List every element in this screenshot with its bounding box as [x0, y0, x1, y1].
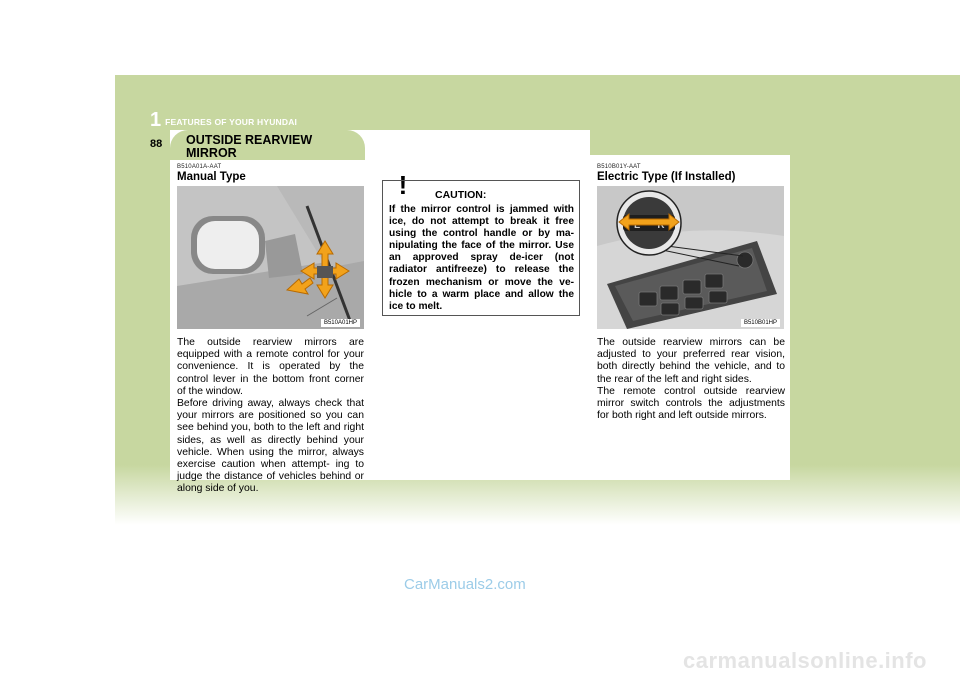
electric-switch-illustration: [597, 186, 784, 329]
manual-type-heading: Manual Type: [177, 171, 246, 183]
caution-title: CAUTION:: [435, 189, 487, 201]
warning-glyph: !: [398, 170, 408, 198]
chapter-title: FEATURES OF YOUR HYUNDAI: [165, 117, 298, 127]
manual-type-section: [177, 164, 364, 496]
electric-figure-caption: B510B01HP: [741, 319, 780, 327]
footer-site-link[interactable]: carmanualsonline.info: [683, 648, 927, 673]
chapter-number: 1: [150, 109, 162, 131]
manual-figure-caption: B510A01HP: [321, 319, 360, 327]
caution-text: If the mirror control is jammed with ice, do not attempt to break it free using the control handle or by ma- nipulating the face of the mirror. Use an approved spray de-icer (not radiator antifreeze) to release the frozen mechanism or move the ve- hicle to a warm place and allow the ice to melt.: [389, 204, 574, 312]
manual-type-code: B510A01A-AAT: [177, 164, 222, 170]
section-title: OUTSIDE REARVIEW MIRROR: [186, 133, 313, 160]
chapter-header: [150, 110, 297, 130]
electric-paragraph: The outside rearview mirrors can be adjusted to your preferred rear vision, both directly behind the vehicle, and to the rear of the left and right sides.: [597, 337, 785, 385]
electric-paragraph: The remote control outside rearview mirror switch controls the adjustments for both right and left outside mirrors.: [597, 385, 785, 422]
caution-box: [382, 180, 580, 316]
page-number: 88: [150, 138, 163, 150]
manual-type-text: [177, 337, 364, 496]
manual-paragraph: Before driving away, always check that your mirrors are positioned so you can see behind you, both to the left and right sides, as well as directly behind your vehicle. When using the mirror, always exercise caution when attempt- ing to judge the distance of vehicles behind or along side of you.: [177, 398, 364, 495]
electric-type-code: B510B01Y-AAT: [597, 164, 641, 170]
manual-mirror-figure: [177, 186, 364, 329]
electric-type-text: [597, 337, 785, 422]
watermark-link[interactable]: CarManuals2.com: [404, 576, 526, 593]
manual-mirror-illustration: [177, 186, 364, 329]
electric-type-heading: Electric Type (If Installed): [597, 171, 736, 183]
electric-type-section: [597, 164, 785, 422]
manual-paragraph: The outside rearview mirrors are equipped with a remote control for your convenience. It is operated by the control lever in the bottom front corner of the window.: [177, 337, 364, 397]
electric-switch-figure: [597, 186, 784, 329]
